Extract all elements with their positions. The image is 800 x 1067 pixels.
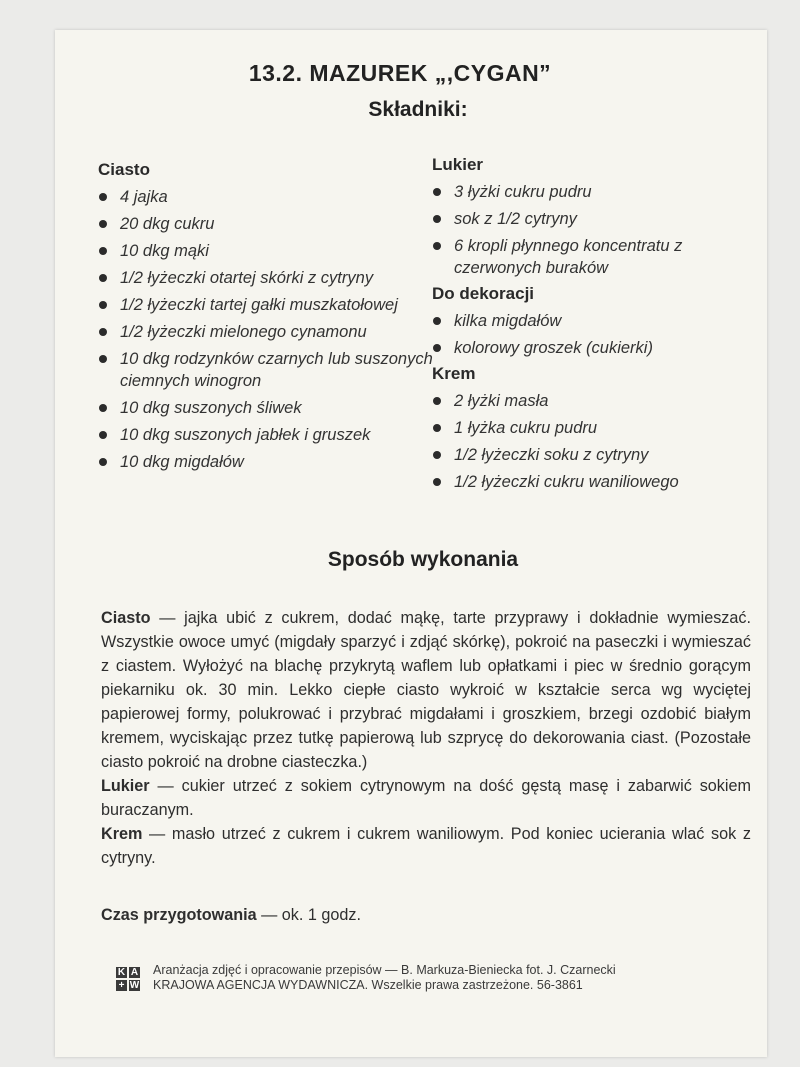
bullet-icon [433,242,441,250]
method-label: Krem [101,825,143,843]
ingredient-list-dekoracja [430,310,760,359]
ingredient-item [96,267,436,289]
ingredient-item [430,444,760,466]
bullet-icon [99,220,107,228]
credits-line: Aranżacja zdjęć i opracowanie przepisów — B. Markuza-Bieniecka fot. J. Czarnecki [153,963,616,977]
bullet-icon [433,215,441,223]
ingredients-right-column [430,155,760,498]
ingredient-text: 3 łyżki cukru pudru [454,183,592,201]
ingredient-item [96,213,436,235]
logo-letter: K [115,966,128,979]
bullet-icon [433,317,441,325]
logo-letter: + [115,979,128,992]
ingredient-item [430,310,760,332]
ingredient-list-lukier [430,181,760,279]
section-heading-dekoracja: Do dekoracji [432,284,535,303]
ingredient-text: kolorowy groszek (cukierki) [454,339,653,357]
ingredient-item [96,397,436,419]
ingredient-list-ciasto [96,186,436,473]
bullet-icon [99,301,107,309]
ingredient-item [96,294,436,316]
ingredient-text: 4 jajka [120,188,168,206]
logo-letter: W [129,980,140,991]
prep-time-label: Czas przygotowania [101,906,257,924]
bullet-icon [99,328,107,336]
logo-letter: A [128,966,141,979]
ingredient-text: 1/2 łyżeczki otartej skórki z cytryny [120,269,374,287]
ingredient-text: 20 dkg cukru [120,215,215,233]
bullet-icon [433,451,441,459]
ingredient-item [430,471,760,493]
ingredient-text: 10 dkg mąki [120,242,209,260]
ingredient-item [430,337,760,359]
bullet-icon [99,193,107,201]
method-heading: Sposób wykonania [327,548,519,571]
ingredient-item [96,186,436,208]
prep-time-value: — ok. 1 godz. [256,906,361,924]
ingredient-text: 10 dkg migdałów [120,453,244,471]
recipe-title: 13.2. MAZUREK „,CYGAN” [248,60,552,86]
bullet-icon [99,404,107,412]
bullet-icon [433,424,441,432]
bullet-icon [99,247,107,255]
ingredient-item [96,424,436,446]
ingredient-text: 1/2 łyżeczki tartej gałki muszkatołowej [120,296,398,314]
ingredient-text: 2 łyżki masła [454,392,549,410]
ingredient-item [96,240,436,262]
ingredient-text: 1 łyżka cukru pudru [454,419,598,437]
method-label: Lukier [101,777,150,795]
section-heading-lukier: Lukier [432,155,484,174]
credits [153,963,753,993]
method-text [101,606,751,870]
ingredient-item [430,390,760,412]
method-body: — jajka ubić z cukrem, dodać mąkę, tarte przyprawy i dokładnie wymieszać. Wszystkie owoce umyć (migdały sparzyć i zdjąć skórkę), pokroić na paseczki i wymieszać z ciastem. Wyłożyć na blachę przykrytą waflem lub opłatkami i piec w średnio gorącym piekarniku ok. 30 min. Lekko ciepłe ciasto wykroić w kształcie serca wg wyciętej papierowej formy, polukrować i przybrać migdałami i groszkiem, brzegi ozdobić białym kremem, wyciskając przez tutkę papierową lub szprycę do dekorowania ciast. (Pozostałe ciasto pokroić na drobne ciasteczka.) [101,609,751,771]
ingredient-text: 10 dkg suszonych śliwek [120,399,302,417]
ingredient-text: 6 kropli płynnego koncentratu z czerwonych buraków [454,237,683,277]
method-paragraph [101,774,751,822]
ingredient-text: 1/2 łyżeczki mielonego cynamonu [120,323,367,341]
ingredients-left-column [96,160,436,478]
ingredient-item [430,208,760,230]
ingredient-text: kilka migdałów [454,312,562,330]
credits-line: KRAJOWA AGENCJA WYDAWNICZA. Wszelkie prawa zastrzeżone. 56-3861 [153,978,583,992]
ingredient-item [96,451,436,473]
ingredient-list-krem [430,390,760,493]
bullet-icon [433,344,441,352]
section-heading-ciasto: Ciasto [98,160,150,179]
ingredient-text: 1/2 łyżeczki soku z cytryny [454,446,649,464]
ingredient-text: 10 dkg rodzynków czarnych lub suszonych ciemnych winogron [120,350,433,390]
ingredient-item [96,321,436,343]
method-label: Ciasto [101,609,151,627]
publisher-logo [115,966,141,992]
ingredient-item [96,348,436,392]
bullet-icon [433,397,441,405]
bullet-icon [433,478,441,486]
method-paragraph [101,606,751,774]
ingredient-item [430,235,760,279]
bullet-icon [99,458,107,466]
section-heading-krem: Krem [432,364,476,383]
ingredient-item [430,181,760,203]
bullet-icon [99,431,107,439]
method-body: — masło utrzeć z cukrem i cukrem waniliowym. Pod koniec ucierania wlać sok z cytryny. [101,825,751,867]
prep-time [101,906,361,925]
method-paragraph [101,822,751,870]
bullet-icon [433,188,441,196]
bullet-icon [99,355,107,363]
ingredient-text: 10 dkg suszonych jabłek i gruszek [120,426,371,444]
ingredient-text: 1/2 łyżeczki cukru waniliowego [454,473,679,491]
ingredients-heading: Składniki: [368,98,468,121]
bullet-icon [99,274,107,282]
ingredient-text: sok z 1/2 cytryny [454,210,577,228]
method-body: — cukier utrzeć z sokiem cytrynowym na dość gęstą masę i zabarwić sokiem buraczanym. [101,777,751,819]
ingredient-item [430,417,760,439]
